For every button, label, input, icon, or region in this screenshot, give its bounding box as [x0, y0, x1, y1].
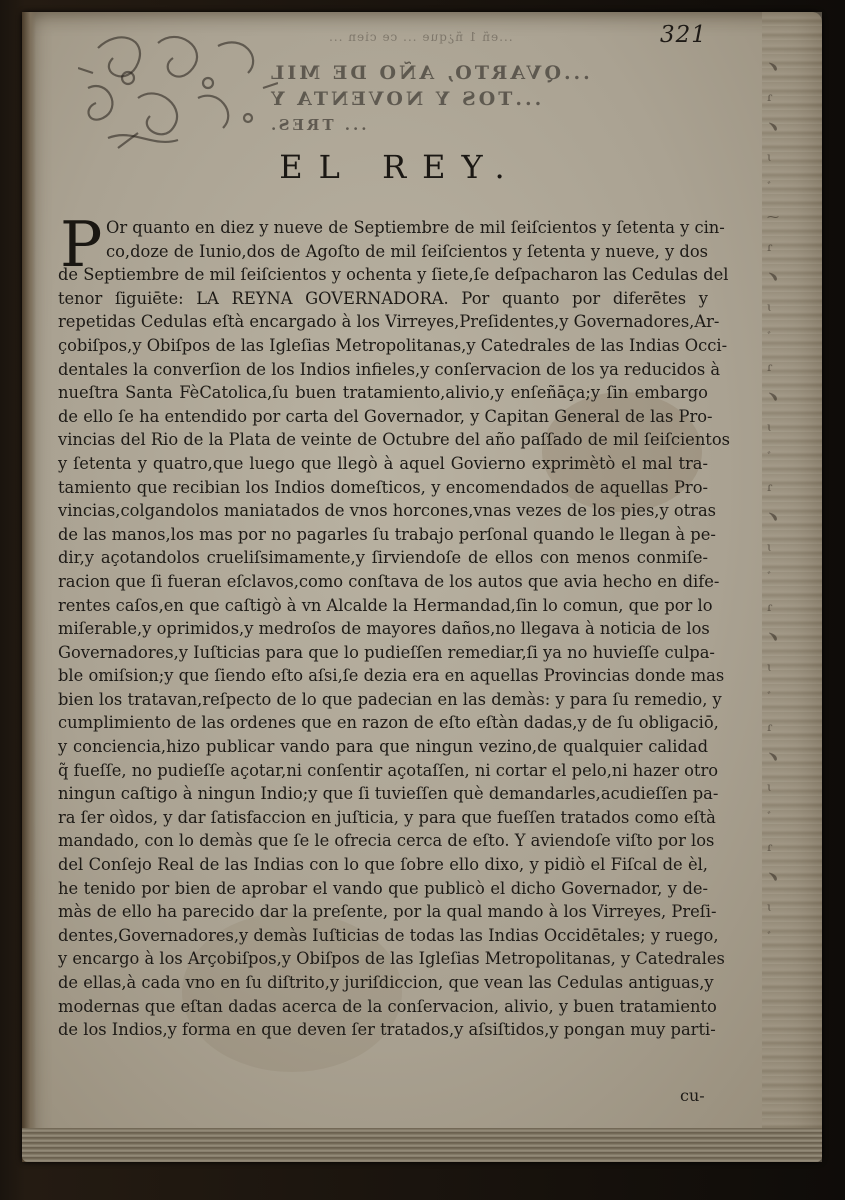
- text-line: tenor ſiguiēte: LA REYNA GOVERNADORA. Por quanto por diferētes y: [58, 288, 708, 308]
- text-line: vincias del Rio de la Plata de veinte de Octubre del año paſſado de mil ſeiſcientos: [58, 430, 731, 450]
- text-line: mandado, con lo demàs que ſe le ofrecia cerca de eſto. Y aviendoſe viſto por los: [58, 831, 715, 851]
- text-line: q̃ fueſſe, no pudieſſe açotar,ni conſentir açotaſſen, ni cortar el pelo,ni hazer otro: [58, 760, 719, 780]
- page-number: 321: [660, 22, 707, 48]
- page-edges-bottom: [22, 1128, 822, 1162]
- text-line: çobiſpos,y Obiſpos de las Igleſias Metropolitanas,y Catedrales de las Indias Occi-: [58, 335, 728, 355]
- woodcut-ornament-icon: [78, 28, 278, 153]
- text-line: he tenido por bien de aprobar el vando que publicò el dicho Governador, y de-: [58, 878, 708, 898]
- text-line: Or quanto en diez y nueve de Septiembre de mil ſeiſcientos y ſetenta y cin-: [106, 218, 725, 237]
- text-line: vincias,colgandolos maniatados de vnos horcones,vnas vezes de los pies,y otras: [58, 501, 717, 521]
- text-line: racion que ſi fueran eſclavos,como conſtava de los autos que avia hecho en dife-: [58, 571, 720, 591]
- text-line: ra ſer oìdos, y dar ſatisfaccion en juſticia, y para que fueſſen tratados como eſtà: [58, 807, 716, 827]
- text-line: de ellas,à cada vno en ſu diſtrito,y juriſdiccion, que vean las Cedulas antiguas,y: [58, 973, 714, 992]
- text-line: dentes,Governadores,y demàs Iuſticias de todas las Indias Occidētales; y ruego,: [58, 925, 719, 945]
- text-line: ble omiſsion;y que ſiendo eſto aſsi,ſe dezia era en aquellas Provincias donde mas: [58, 666, 725, 686]
- page-heading: EL REY.: [279, 148, 521, 186]
- catchword: cu-: [680, 1086, 705, 1105]
- text-line: modernas que eſtan dadas acerca de la conſervacion, alivio, y buen tratamiento: [58, 996, 717, 1016]
- body-text: [58, 208, 731, 1042]
- text-line: repetidas Cedulas eſtà encargado à los Virreyes,Preſidentes,y Governadores,Ar-: [58, 312, 720, 332]
- text-line: de ello ſe ha entendido por carta del Governador, y Capitan General de las Pro-: [58, 406, 713, 426]
- text-line: bien los tratavan,reſpecto de lo que padecian en las demàs: y para ſu remedio, y: [58, 689, 722, 709]
- bleed-through-top: ...eñ 1 ñ¿que ... ce cien ...: [328, 30, 513, 44]
- text-line: nueſtra Santa FèCatolica,ſu buen tratamiento,alivio,y enſeñāça;y ſin embargo: [58, 383, 708, 403]
- text-line: màs de ello ha parecido dar la preſente, por la qual mando à los Virreyes, Preſi-: [58, 902, 717, 922]
- text-line: de las manos,los mas por no pagarles ſu trabajo perſonal quando le llegan à pe-: [58, 524, 716, 544]
- text-line: de Septiembre de mil ſeiſcientos y ochenta y ſiete,ſe deſpacharon las Cedulas del: [58, 265, 729, 285]
- bleed-through-line: ...QVARTO, AÑO DE MIL: [268, 62, 590, 84]
- text-line: y encargo à los Arçobiſpos,y Obiſpos de las Igleſias Metropolitanas, y Catedrales: [58, 949, 725, 969]
- text-line: del Conſejo Real de las Indias con lo que ſobre ello dixo, y pidiò el Fiſcal de èl,: [58, 855, 708, 875]
- bleed-through-line: ... TRES.: [268, 116, 367, 134]
- margin-marks: ﹅ ɾ ﹅ ɩ ﾞ ⁓ ɾ ﹅ ɩ ﾞ ɾ ﹅ ɩ ﾞ ɾ ﹅ ɩ ﾞ ɾ ﹅ ɩ ﾞ ɾ ﹅ ɩ ﾞ ɾ ﹅ ɩ ﾞ: [767, 60, 780, 944]
- text-line: co,doze de Iunio,dos de Agoſto de mil ſeiſcientos y ſetenta y nueve, y dos: [106, 241, 708, 261]
- text-line: de los Indios,y forma en que deven ſer tratados,y aſsiſtidos,y pongan muy parti-: [58, 1020, 716, 1040]
- text-line: cumplimiento de las ordenes que en razon de eſto eſtàn dadas,y de ſu obligaciō,: [58, 713, 719, 733]
- text-line: rentes caſos,en que caſtigò à vn Alcalde la Hermandad,ſin lo comun, que por lo: [58, 595, 713, 615]
- drop-cap: P: [60, 208, 103, 281]
- header-bleed-through: [78, 28, 698, 148]
- text-line: dentales la converſion de los Indios infieles,y conſervacion de los ya reducidos à: [58, 359, 721, 379]
- text-line: y ſetenta y quatro,que luego que llegò à aquel Govierno exprimètò el mal tra-: [58, 453, 708, 473]
- text-line: ningun caſtigo à ningun Indio;y que ſi tuvieſſen què demandarles,acudieſſen pa-: [58, 784, 719, 804]
- bleed-through-line: ...TOS Y NOVENTA Y: [268, 88, 542, 110]
- text-line: miſerable,y oprimidos,y medroſos de mayores daños,no llegava à noticia de los: [58, 619, 710, 639]
- text-line: tamiento que recibian los Indios domeſticos, y encomendados de aquellas Pro-: [58, 477, 708, 497]
- text-line: y conciencia,hizo publicar vando para que ningun vezino,de qualquier calidad: [58, 737, 708, 757]
- text-line: dir,y açotandolos crueliſsimamente,y ſirviendoſe de ellos con menos conmiſe-: [58, 548, 708, 568]
- text-line: Governadores,y Iuſticias para que lo pudieſſen remediar,ſi ya no huvieſſe culpa-: [58, 642, 715, 662]
